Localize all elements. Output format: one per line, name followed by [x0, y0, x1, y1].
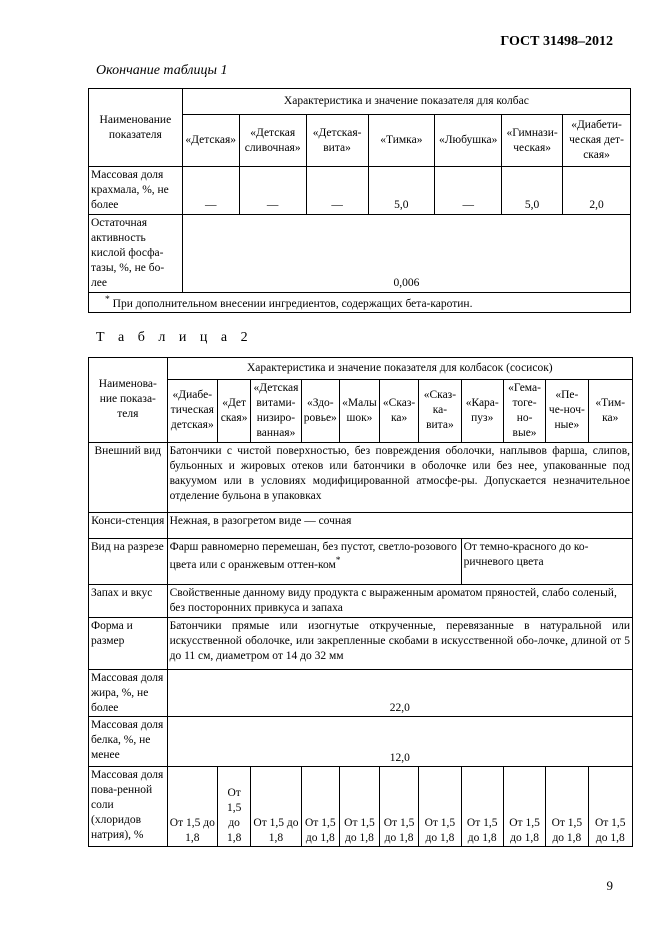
- table1-col-header: «Гимнази-ческая»: [502, 115, 563, 167]
- table2-col-header: «Пе-че-ноч-ные»: [546, 380, 588, 443]
- table1-cell: 5,0: [368, 167, 435, 215]
- table2-salt-cell: От 1,5 до 1,8: [379, 767, 418, 847]
- table1-caption: Окончание таблицы 1: [96, 63, 228, 78]
- table2-row-label: Вид на разрезе: [89, 538, 168, 584]
- table2-cell-cut-a: [167, 538, 461, 584]
- table2-col-header: «Малы шок»: [339, 380, 379, 443]
- table2-col-header: «Дет ская»: [218, 380, 251, 443]
- table1-cell: —: [239, 167, 306, 215]
- table2-row-label: Массовая доля белка, %, не менее: [89, 717, 168, 767]
- table2-cell-fat: 22,0: [167, 669, 632, 717]
- table2-salt-cell: От 1,5 до 1,8: [588, 767, 632, 847]
- table2-row-label: Массовая доля жира, %, не более: [89, 669, 168, 717]
- table2-salt-cell: От 1,5 до 1,8: [251, 767, 301, 847]
- table1-cell: 2,0: [563, 167, 631, 215]
- table2-col-header: «Детская витами-низиро-ванная»: [251, 380, 301, 443]
- table1-col-header: «Любушка»: [435, 115, 502, 167]
- table1-cell: —: [182, 167, 239, 215]
- table2-col-header: «Здо-ровье»: [301, 380, 339, 443]
- table1: [88, 88, 631, 313]
- table2-col-header: «Диабе-тическая детская»: [167, 380, 217, 443]
- table1-row-label: Остаточная активность кислой фосфа-тазы, %, не бо-лее: [89, 215, 183, 293]
- table2-cell-protein: 12,0: [167, 717, 632, 767]
- table1-col-header: «Тимка»: [368, 115, 435, 167]
- table2-caption: Т а б л и ц а 2: [96, 330, 253, 345]
- table2-salt-cell: От 1,5 до 1,8: [503, 767, 545, 847]
- table2-name-header: Наименова-ние показа-теля: [89, 358, 168, 443]
- table2-col-header: «Сказ-ка»: [379, 380, 418, 443]
- table2-row-label: Запах и вкус: [89, 584, 168, 617]
- footnote-text: При дополнительном внесении ингредиентов, содержащих бета-каротин.: [112, 297, 473, 310]
- table1-row-label: Массовая доля крахмала, %, не более: [89, 167, 183, 215]
- cut-text-a: Фарш равномерно перемешан, без пустот, светло-розового цвета или с оранжевым оттен-ком: [169, 540, 457, 571]
- table2: [88, 357, 633, 847]
- table1-col-header: «Детская»: [182, 115, 239, 167]
- table1-group-header: Характеристика и значение показателя для колбас: [182, 89, 630, 115]
- table1-cell-merged: 0,006: [182, 215, 630, 293]
- table2-col-header: «Тим-ка»: [588, 380, 632, 443]
- table2-cell-smell: Свойственные данному виду продукта с выраженным ароматом пряностей, слабо соленый, без посторонних привкуса и запаха: [167, 584, 632, 617]
- document-header: ГОСТ 31498–2012: [500, 34, 613, 49]
- table2-col-header: «Сказ-ка-вита»: [419, 380, 461, 443]
- table1-cell: 5,0: [502, 167, 563, 215]
- table1-col-header: «Детская сливочная»: [239, 115, 306, 167]
- table2-salt-cell: От 1,5 до 1,8: [461, 767, 503, 847]
- table2-salt-cell: От 1,5 до 1,8: [339, 767, 379, 847]
- table1-cell: —: [435, 167, 502, 215]
- table2-cell-shape: Батончики прямые или изогнутые открученные, перевязанные в натуральной или искусственной оболочке, или закрепленные скобами в искусственной обо-лочке, длиной от 5 до 11 см, диаметром от 14 до 32 мм: [167, 617, 632, 669]
- table2-salt-cell: От 1,5 до 1,8: [419, 767, 461, 847]
- table2-group-header: Характеристика и значение показателя для колбасок (сосисок): [167, 358, 632, 380]
- table2-row-label: Форма и размер: [89, 617, 168, 669]
- table2-row-label: Конси-стенция: [89, 512, 168, 538]
- table2-row-label: Массовая доля пова-ренной соли (хлоридов натрия), %: [89, 767, 168, 847]
- table1-name-header: Наименование показателя: [89, 89, 183, 167]
- table2-col-header: «Кара-пуз»: [461, 380, 503, 443]
- table2-row-label: Внешний вид: [89, 442, 168, 512]
- table1-col-header: «Диабети-ческая дет-ская»: [563, 115, 631, 167]
- table2-cell-appearance: Батончики с чистой поверхностью, без повреждения оболочки, наплывов фарша, слипов, бульонных и жировых отеков или батончики в оболочке или без нее, упакованные под вакуумом или в условиях модифицированной атмосфе-ры. Допускается незначительное отделение бульона в упаковках: [167, 442, 632, 512]
- table2-col-header: «Гема-тоге-но-вые»: [503, 380, 545, 443]
- footnote-mark: *: [105, 293, 110, 305]
- table2-salt-cell: От 1,5 до 1,8: [546, 767, 588, 847]
- page-number: 9: [606, 878, 613, 893]
- table2-cell-consistency: Нежная, в разогретом виде — сочная: [167, 512, 632, 538]
- table1-col-header: «Детская-вита»: [306, 115, 368, 167]
- table2-salt-cell: От 1,5 до 1,8: [301, 767, 339, 847]
- footnote-mark: *: [335, 554, 341, 566]
- table1-footnote: [89, 292, 631, 313]
- table2-salt-cell: От 1,5 до 1,8: [167, 767, 217, 847]
- table2-salt-cell: От 1,5 до 1,8: [218, 767, 251, 847]
- table2-cell-cut-b: От темно-красного до ко-ричневого цвета: [461, 538, 632, 584]
- table1-cell: —: [306, 167, 368, 215]
